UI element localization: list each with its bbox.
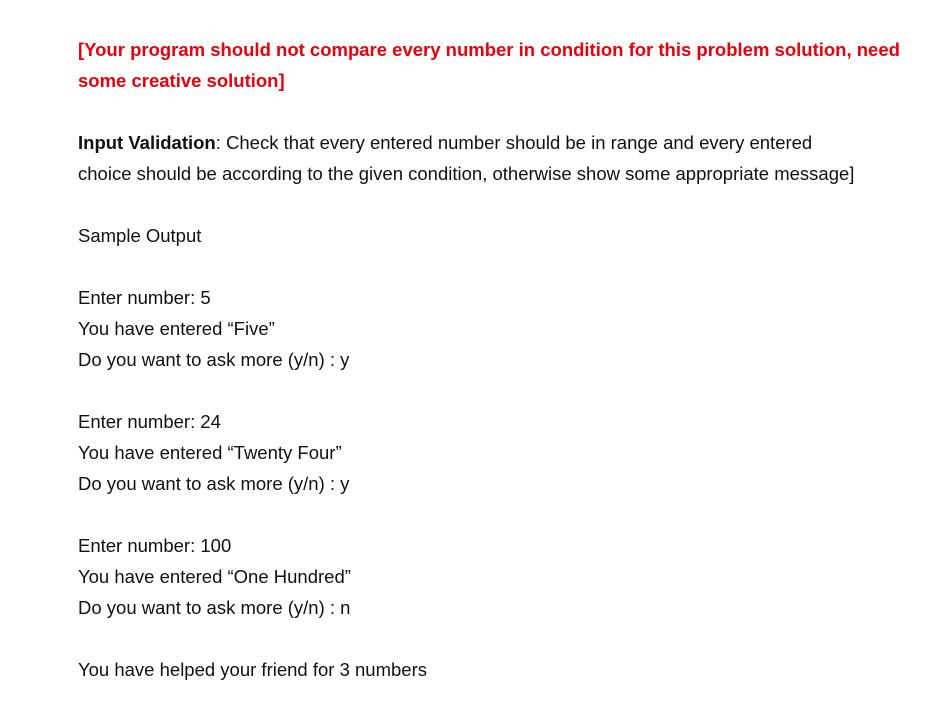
entered-word-line: You have entered “Five” [78, 318, 275, 339]
creative-solution-note-line-2: some creative solution] [78, 70, 285, 91]
ask-more-line: Do you want to ask more (y/n) : y [78, 349, 350, 370]
sample-block-3 [78, 530, 938, 623]
creative-solution-note-line-1: [Your program should not compare every number in condition for this problem solution, need [78, 39, 900, 60]
input-validation-line-2: choice should be according to the given condition, otherwise show some appropriate message] [78, 163, 855, 184]
ask-more-line: Do you want to ask more (y/n) : n [78, 597, 351, 618]
spacer [78, 96, 938, 127]
summary-line: You have helped your friend for 3 numbers [78, 659, 427, 680]
sample-block-2 [78, 406, 938, 499]
ask-more-line: Do you want to ask more (y/n) : y [78, 473, 350, 494]
spacer [78, 189, 938, 220]
input-validation-text: : Check that every entered number should be in range and every entered [215, 132, 813, 153]
spacer [78, 375, 938, 406]
spacer [78, 623, 938, 654]
enter-number-line: Enter number: 5 [78, 287, 211, 308]
entered-word-line: You have entered “Twenty Four” [78, 442, 342, 463]
input-validation-line-1 [78, 127, 938, 158]
input-validation-label: Input Validation [78, 132, 216, 153]
entered-word-line: You have entered “One Hundred” [78, 566, 351, 587]
enter-number-line: Enter number: 100 [78, 535, 232, 556]
sample-output-heading: Sample Output [78, 225, 202, 246]
document-body [78, 34, 938, 685]
sample-block-1 [78, 282, 938, 375]
spacer [78, 251, 938, 282]
spacer [78, 499, 938, 530]
enter-number-line: Enter number: 24 [78, 411, 221, 432]
